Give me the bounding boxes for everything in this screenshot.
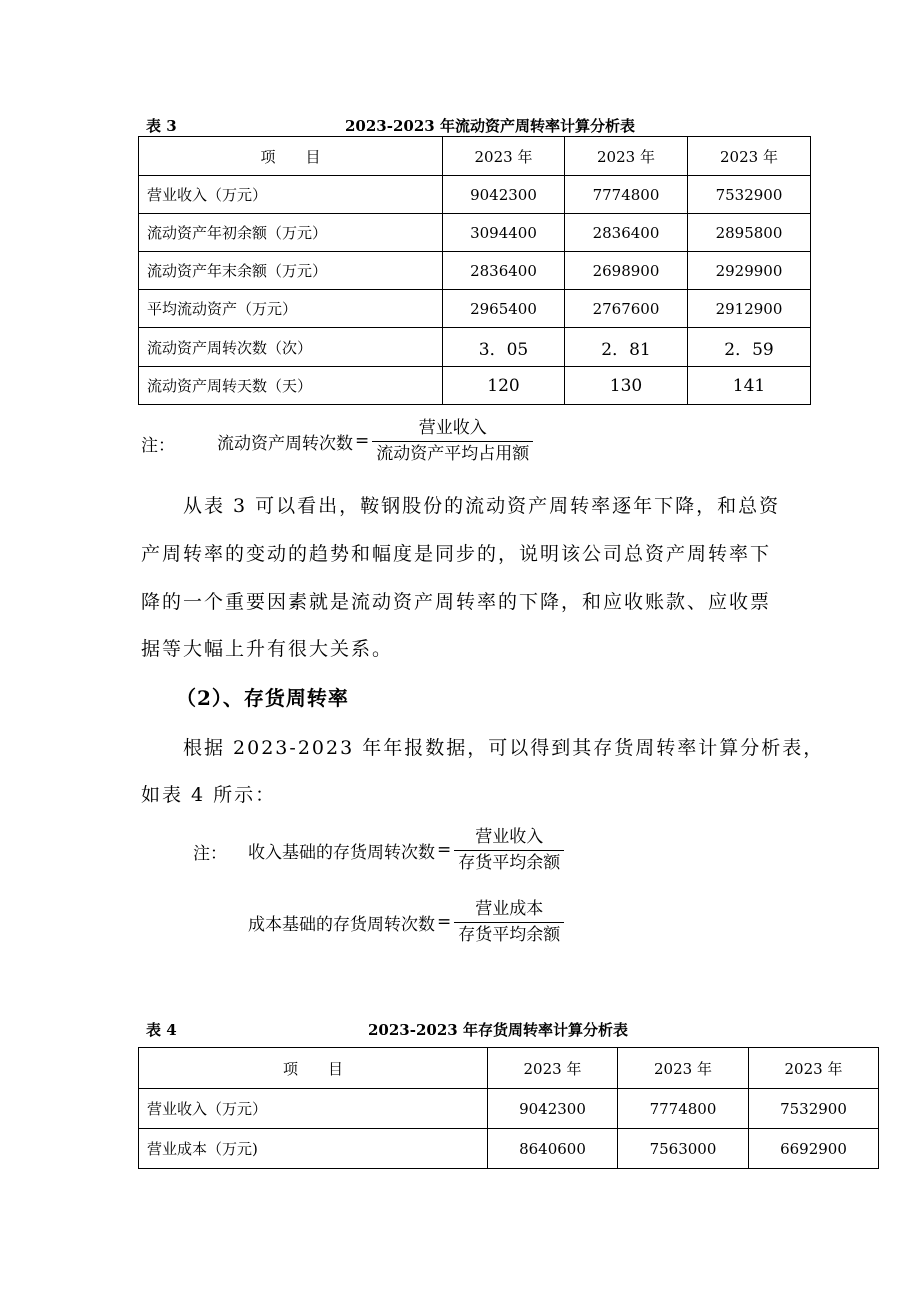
- row-label: 流动资产周转次数（次）: [139, 328, 443, 367]
- row-label: 流动资产年末余额（万元）: [139, 252, 443, 290]
- row-label: 营业收入（万元）: [139, 176, 443, 214]
- formula-lhs: 收入基础的存货周转次数: [248, 842, 435, 863]
- cell: 2912900: [688, 290, 811, 328]
- cell: 3．05: [443, 328, 565, 367]
- paragraph1-line: 从表 3 可以看出，鞍钢股份的流动资产周转率逐年下降，和总资: [183, 495, 781, 517]
- formula-equals: =: [355, 431, 370, 451]
- cell: 2929900: [688, 252, 811, 290]
- section-heading: （2）、存货周转率: [176, 686, 349, 710]
- table-row: [139, 1129, 879, 1169]
- paragraph2-line: 如表 4 所示：: [141, 784, 277, 806]
- table-header-row: [139, 1048, 879, 1089]
- cell: 130: [565, 367, 688, 405]
- table-row: [139, 1089, 879, 1129]
- table-header-row: [139, 137, 811, 176]
- paragraph1-line: 降的一个重要因素就是流动资产周转率的下降，和应收账款、应收票: [141, 591, 772, 613]
- formula-numerator: 营业成本: [475, 899, 544, 919]
- formula-denominator: 存货平均余额: [454, 850, 564, 874]
- table4-label: 表 4: [146, 1021, 177, 1039]
- row-label: 流动资产周转天数（天）: [139, 367, 443, 405]
- table4: [138, 1047, 879, 1169]
- formula-equals: =: [437, 912, 452, 932]
- note2-formula-cost: [248, 898, 564, 946]
- paragraph2-line: 根据 2023-2023 年年报数据，可以得到其存货周转率计算分析表，: [183, 737, 825, 759]
- table3-label: 表 3: [146, 117, 177, 135]
- table3-title: 2023-2023 年流动资产周转率计算分析表: [345, 117, 635, 135]
- formula-fraction: [372, 417, 533, 465]
- cell: 2．81: [565, 328, 688, 367]
- formula-numerator: 营业收入: [418, 418, 487, 438]
- header-cell: 2023 年: [688, 137, 811, 176]
- cell: 2895800: [688, 214, 811, 252]
- row-label: 平均流动资产（万元）: [139, 290, 443, 328]
- cell: 2965400: [443, 290, 565, 328]
- formula-fraction: [454, 898, 564, 946]
- cell: 7563000: [618, 1129, 749, 1169]
- header-cell: 项 目: [139, 137, 443, 176]
- cell: 3094400: [443, 214, 565, 252]
- table-row: [139, 252, 811, 290]
- cell: 2．59: [688, 328, 811, 367]
- cell: 6692900: [749, 1129, 879, 1169]
- header-cell: 项 目: [139, 1048, 488, 1089]
- cell: 2836400: [565, 214, 688, 252]
- formula-denominator: 存货平均余额: [454, 922, 564, 946]
- formula-numerator: 营业收入: [475, 827, 544, 847]
- header-cell: 2023 年: [565, 137, 688, 176]
- header-cell: 2023 年: [488, 1048, 618, 1089]
- cell: 7774800: [618, 1089, 749, 1129]
- cell: 7532900: [688, 176, 811, 214]
- header-cell: 2023 年: [749, 1048, 879, 1089]
- cell: 9042300: [443, 176, 565, 214]
- note2-formula-revenue: [248, 826, 564, 874]
- note2-prefix: 注：: [193, 844, 227, 864]
- row-label: 营业收入（万元）: [139, 1089, 488, 1129]
- cell: 141: [688, 367, 811, 405]
- note1-prefix: 注：: [141, 436, 175, 456]
- table4-title: 2023-2023 年存货周转率计算分析表: [368, 1021, 628, 1039]
- paragraph1-line: 据等大幅上升有很大关系。: [141, 638, 394, 660]
- table-row: [139, 214, 811, 252]
- table-row: [139, 328, 811, 367]
- header-cell: 2023 年: [443, 137, 565, 176]
- cell: 2836400: [443, 252, 565, 290]
- paragraph1-line: 产周转率的变动的趋势和幅度是同步的，说明该公司总资产周转率下: [141, 543, 772, 565]
- row-label: 流动资产年初余额（万元）: [139, 214, 443, 252]
- table-row: [139, 367, 811, 405]
- formula-denominator: 流动资产平均占用额: [372, 441, 533, 465]
- cell: 9042300: [488, 1089, 618, 1129]
- cell: 2767600: [565, 290, 688, 328]
- note1-formula: [217, 417, 533, 465]
- formula-equals: =: [437, 840, 452, 860]
- table3: [138, 136, 811, 405]
- cell: 2698900: [565, 252, 688, 290]
- cell: 7774800: [565, 176, 688, 214]
- formula-lhs: 流动资产周转次数: [217, 433, 353, 454]
- table-row: [139, 176, 811, 214]
- row-label: 营业成本（万元): [139, 1129, 488, 1169]
- table-row: [139, 290, 811, 328]
- cell: 7532900: [749, 1089, 879, 1129]
- formula-lhs: 成本基础的存货周转次数: [248, 914, 435, 935]
- formula-fraction: [454, 826, 564, 874]
- cell: 8640600: [488, 1129, 618, 1169]
- header-cell: 2023 年: [618, 1048, 749, 1089]
- cell: 120: [443, 367, 565, 405]
